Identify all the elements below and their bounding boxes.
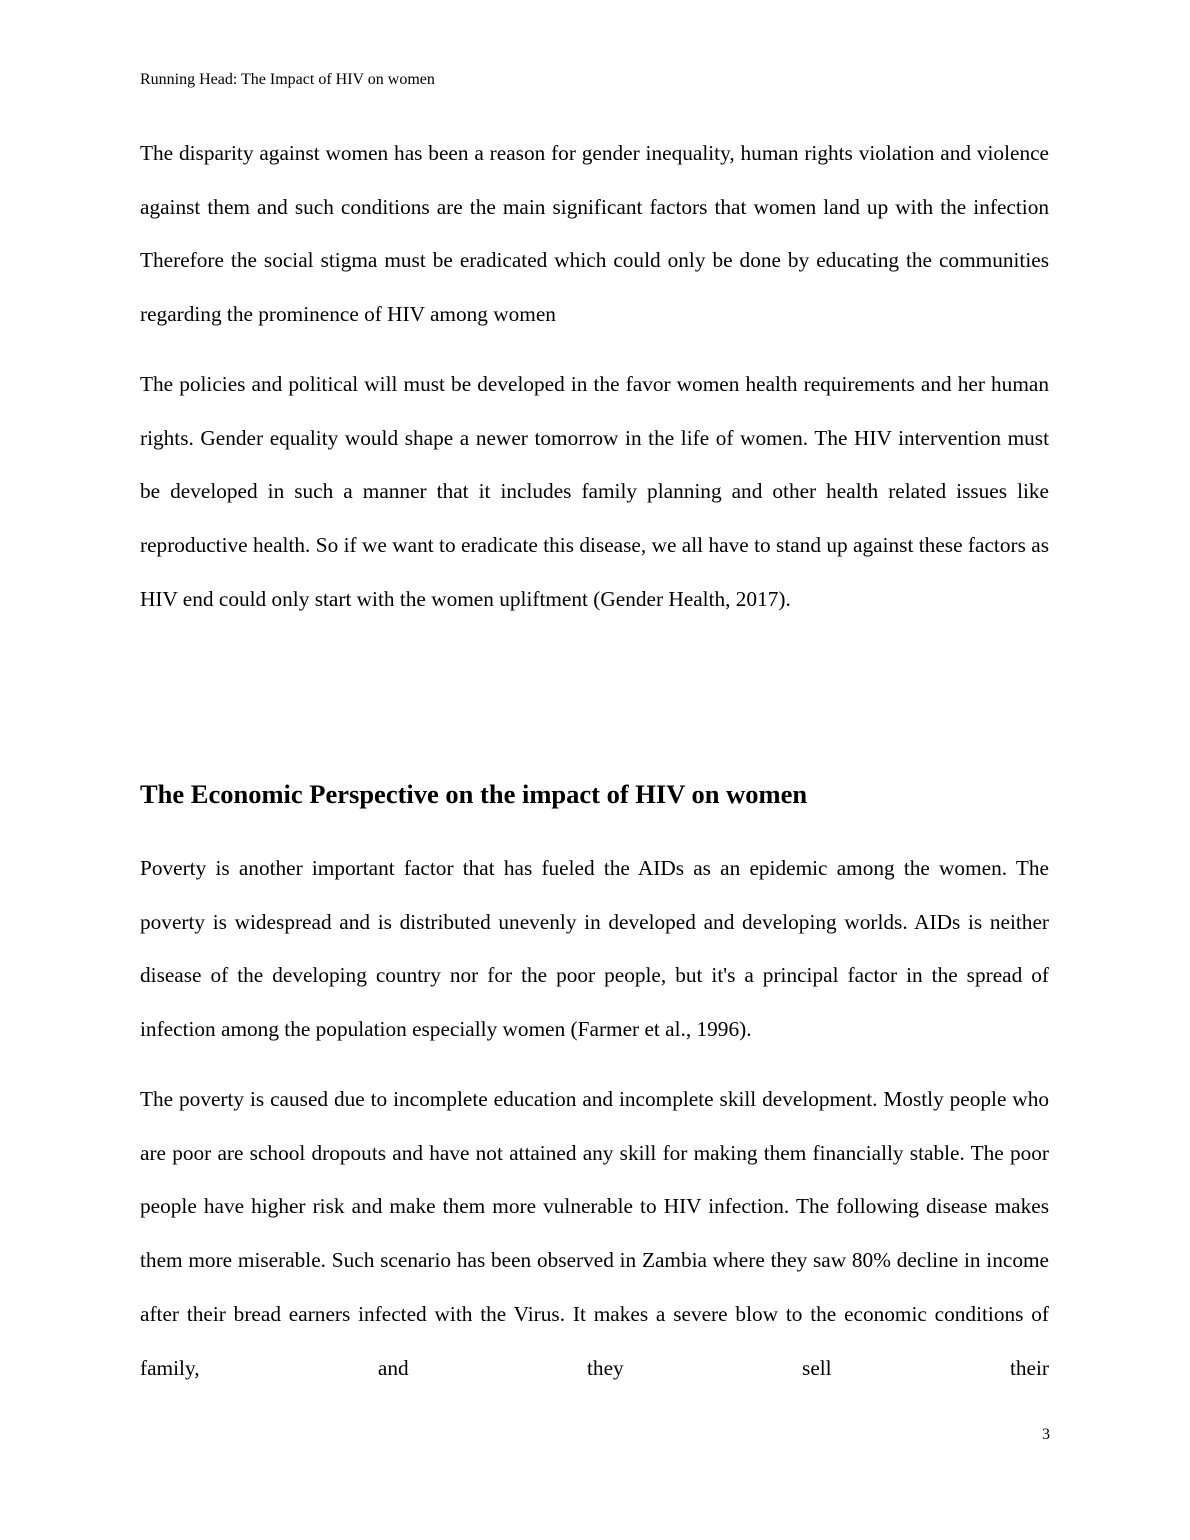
running-head: Running Head: The Impact of HIV on women <box>140 71 435 88</box>
paragraph-poverty-causes: The poverty is caused due to incomplete education and incomplete skill development. Mostly people who are poor are school dropouts and have not attained any skill for making them financially stable. The poor people have higher risk and make them more vulnerable to HIV infection. The following disease makes them more miserable. Such scenario has been observed in Zambia where they saw 80% decline in income after their bread earners infected with the Virus. It makes a severe blow to the economic conditions of family, and they sell their <box>140 1087 1049 1380</box>
paragraph-disparity: The disparity against women has been a reason for gender inequality, human rights violation and violence against them and such conditions are the main significant factors that women land up with the infection Therefore the social stigma must be eradicated which could only be done by educating the communities regarding the prominence of HIV among women <box>140 141 1049 327</box>
paragraph-policies: The policies and political will must be developed in the favor women health requirements and her human rights. Gender equality would shape a newer tomorrow in the life of women. The HIV intervention must be developed in such a manner that it includes family planning and other health related issues like reproductive health. So if we want to eradicate this disease, we all have to stand up against these factors as HIV end could only start with the women upliftment (Gender Health, 2017). <box>140 372 1049 611</box>
section-heading: The Economic Perspective on the impact of HIV on women <box>140 779 808 809</box>
paragraph-poverty: Poverty is another important factor that has fueled the AIDs as an epidemic among the women. The poverty is widespread and is distributed unevenly in developed and developing worlds. AIDs is neither disease of the developing country nor for the poor people, but it's a principal factor in the spread of infection among the population especially women (Farmer et al., 1996). <box>140 856 1049 1042</box>
page-number: 3 <box>1042 1426 1050 1443</box>
